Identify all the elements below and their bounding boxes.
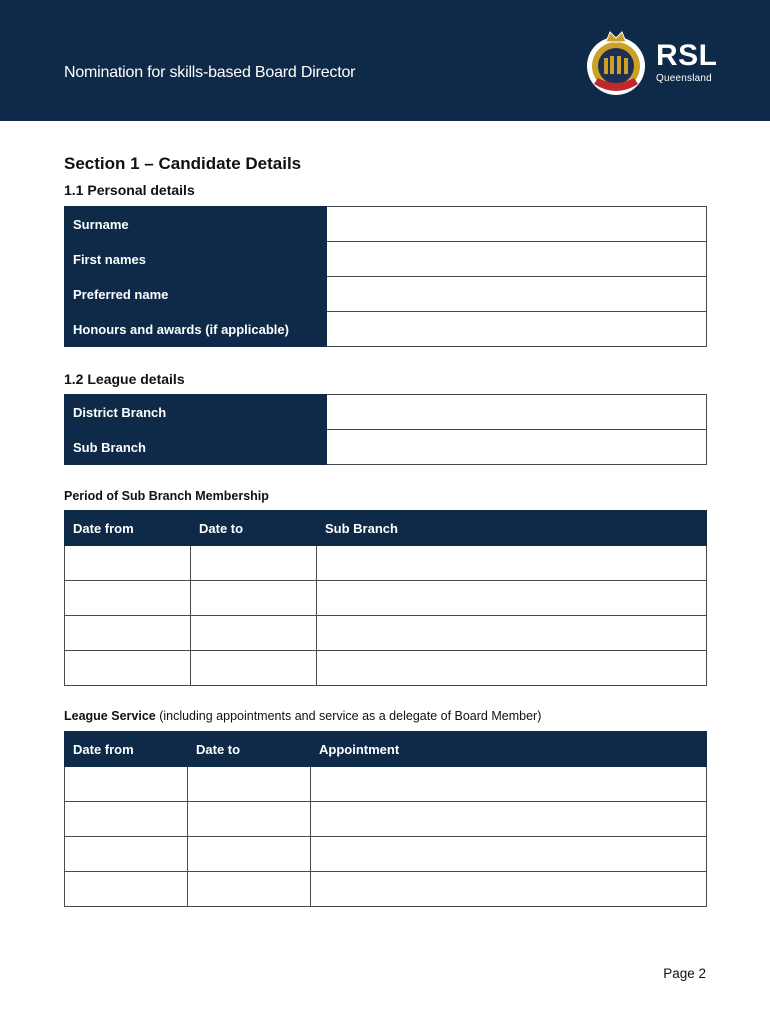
league-service-title-rest: (including appointments and service as a delegate of Board Member) [155, 709, 542, 723]
column-header-appointment: Appointment [311, 732, 707, 767]
first-names-label: First names [65, 242, 327, 277]
date-from-cell[interactable] [65, 872, 188, 907]
league-service-title [64, 709, 541, 723]
date-from-cell[interactable] [65, 802, 188, 837]
table-row [65, 312, 707, 347]
appointment-cell[interactable] [311, 837, 707, 872]
date-from-cell[interactable] [65, 837, 188, 872]
table-row [65, 207, 707, 242]
table-row [65, 581, 707, 616]
logo-name: RSL [656, 39, 718, 72]
table-row [65, 767, 707, 802]
table-header-row [65, 511, 707, 546]
date-from-cell[interactable] [65, 651, 191, 686]
appointment-cell[interactable] [311, 872, 707, 907]
table-row [65, 616, 707, 651]
rsl-logo-text [656, 39, 718, 86]
appointment-cell[interactable] [311, 767, 707, 802]
table-row [65, 872, 707, 907]
page-number: Page 2 [663, 966, 706, 981]
league-service-title-bold: League Service [64, 709, 156, 723]
district-branch-field[interactable] [327, 395, 707, 430]
sub-branch-cell[interactable] [317, 581, 707, 616]
table-row [65, 802, 707, 837]
sub-branch-cell[interactable] [317, 651, 707, 686]
league-details-title: 1.2 League details [64, 371, 185, 387]
date-to-cell[interactable] [191, 546, 317, 581]
date-to-cell[interactable] [188, 872, 311, 907]
table-row [65, 277, 707, 312]
membership-title: Period of Sub Branch Membership [64, 489, 269, 503]
date-to-cell[interactable] [191, 616, 317, 651]
sub-branch-label: Sub Branch [65, 430, 327, 465]
header-banner [0, 0, 770, 121]
table-row [65, 242, 707, 277]
date-from-cell[interactable] [65, 546, 191, 581]
preferred-name-label: Preferred name [65, 277, 327, 312]
date-to-cell[interactable] [191, 581, 317, 616]
membership-table [64, 510, 707, 686]
date-to-cell[interactable] [188, 837, 311, 872]
surname-field[interactable] [327, 207, 707, 242]
surname-label: Surname [65, 207, 327, 242]
table-row [65, 430, 707, 465]
document-title: Nomination for skills-based Board Director [64, 64, 356, 81]
honours-label: Honours and awards (if applicable) [65, 312, 327, 347]
table-row [65, 546, 707, 581]
rsl-badge-icon [584, 24, 648, 96]
sub-branch-cell[interactable] [317, 546, 707, 581]
league-service-table [64, 731, 707, 907]
date-from-cell[interactable] [65, 616, 191, 651]
section-title: Section 1 – Candidate Details [64, 154, 302, 173]
table-row [65, 651, 707, 686]
date-to-cell[interactable] [188, 802, 311, 837]
league-details-table [64, 394, 707, 465]
honours-field[interactable] [327, 312, 707, 347]
district-branch-label: District Branch [65, 395, 327, 430]
date-from-cell[interactable] [65, 767, 188, 802]
column-header-date-from: Date from [65, 732, 188, 767]
personal-details-title: 1.1 Personal details [64, 182, 195, 198]
appointment-cell[interactable] [311, 802, 707, 837]
date-from-cell[interactable] [65, 581, 191, 616]
table-row [65, 837, 707, 872]
date-to-cell[interactable] [188, 767, 311, 802]
sub-branch-cell[interactable] [317, 616, 707, 651]
sub-branch-field[interactable] [327, 430, 707, 465]
table-header-row [65, 732, 707, 767]
preferred-name-field[interactable] [327, 277, 707, 312]
column-header-date-to: Date to [191, 511, 317, 546]
first-names-field[interactable] [327, 242, 707, 277]
table-row [65, 395, 707, 430]
column-header-date-to: Date to [188, 732, 311, 767]
column-header-date-from: Date from [65, 511, 191, 546]
logo-subtitle: Queensland [656, 73, 712, 84]
column-header-sub-branch: Sub Branch [317, 511, 707, 546]
date-to-cell[interactable] [191, 651, 317, 686]
personal-details-table [64, 206, 707, 347]
